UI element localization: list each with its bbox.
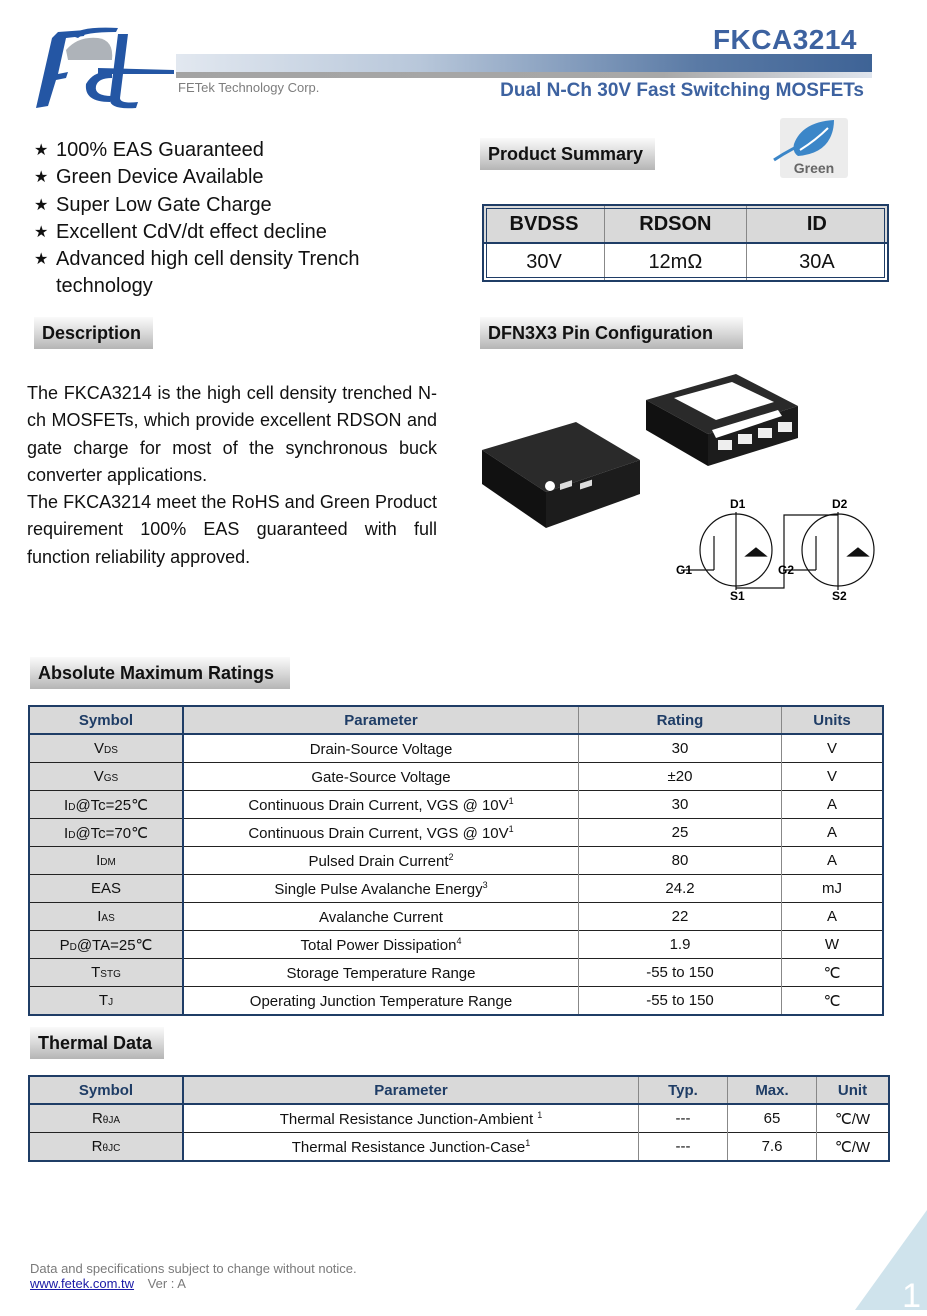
table-header-row bbox=[29, 706, 883, 734]
package-top-view-icon bbox=[482, 422, 640, 528]
table-row bbox=[29, 875, 883, 903]
value-cell: 30A bbox=[799, 250, 835, 273]
part-number: FKCA3214 bbox=[712, 24, 857, 55]
package-diagram bbox=[480, 360, 910, 610]
green-badge bbox=[780, 118, 848, 178]
symbol-cell: ID@Tc=25℃ bbox=[29, 791, 183, 819]
rating-cell: 22 bbox=[579, 903, 782, 931]
value-cell: 12mΩ bbox=[605, 243, 747, 281]
table-row bbox=[29, 819, 883, 847]
feature-item: ★ Green Device Available bbox=[34, 164, 360, 191]
max-cell: 7.6 bbox=[728, 1133, 817, 1162]
parameter-cell: Avalanche Current bbox=[183, 903, 579, 931]
symbol-cell: VDS bbox=[29, 734, 183, 763]
page-number: 1 bbox=[902, 1277, 921, 1315]
unit-cell: W bbox=[782, 931, 884, 959]
unit-cell: A bbox=[782, 819, 884, 847]
pin-label-d2: D2 bbox=[832, 497, 848, 511]
fet-logo-icon bbox=[28, 24, 176, 110]
pin-config-heading: DFN3X3 Pin Configuration bbox=[480, 317, 743, 349]
unit-cell: mJ bbox=[782, 875, 884, 903]
unit-cell: V bbox=[782, 763, 884, 791]
header-cell: BVDSS bbox=[483, 205, 605, 243]
table-row bbox=[29, 931, 883, 959]
rating-cell: 30 bbox=[579, 791, 782, 819]
header-cell: Typ. bbox=[639, 1076, 728, 1104]
table-row bbox=[29, 987, 883, 1016]
typ-cell: --- bbox=[639, 1133, 728, 1162]
table-row bbox=[483, 243, 888, 281]
leaf-icon bbox=[772, 118, 842, 162]
pin-label-d1: D1 bbox=[730, 497, 746, 511]
unit-cell: A bbox=[782, 847, 884, 875]
header-cell: Symbol bbox=[29, 706, 183, 734]
rating-cell: -55 to 150 bbox=[579, 959, 782, 987]
pin-label-s1: S1 bbox=[730, 589, 745, 603]
parameter-cell: Drain-Source Voltage bbox=[183, 734, 579, 763]
description-text bbox=[27, 380, 437, 571]
description-paragraph: The FKCA3214 meet the RoHS and Green Product requirement 100% EAS guaranteed with full function reliability approved. bbox=[27, 492, 437, 567]
star-icon: ★ bbox=[34, 196, 49, 214]
parameter-cell: Single Pulse Avalanche Energy$^3$ bbox=[183, 875, 579, 903]
parameter-cell: Total Power Dissipation$^4$ bbox=[183, 931, 579, 959]
symbol-cell: IAS bbox=[29, 903, 183, 931]
header-cell: Unit bbox=[817, 1076, 890, 1104]
rating-cell: 1.9 bbox=[579, 931, 782, 959]
unit-cell: ℃/W bbox=[817, 1104, 890, 1133]
green-label: Green bbox=[793, 160, 835, 176]
typ-cell: --- bbox=[639, 1104, 728, 1133]
thermal-heading: Thermal Data bbox=[30, 1027, 164, 1059]
header-cell: Rating bbox=[579, 706, 782, 734]
feature-item: ★ 100% EAS Guaranteed bbox=[34, 137, 360, 164]
table-row bbox=[29, 1104, 889, 1133]
parameter-cell: Operating Junction Temperature Range bbox=[183, 987, 579, 1016]
website-link[interactable]: www.fetek.com.tw bbox=[30, 1276, 135, 1291]
product-subtitle: Dual N-Ch 30V Fast Switching MOSFETs bbox=[500, 80, 864, 101]
header-cell: Max. bbox=[728, 1076, 817, 1104]
header-cell: Units bbox=[782, 706, 884, 734]
symbol-cell: RθJA bbox=[29, 1104, 183, 1133]
abs-max-table bbox=[28, 705, 884, 1016]
dual-mosfet-schematic-icon bbox=[684, 512, 874, 590]
header-cell: RDSON bbox=[605, 205, 747, 243]
table-row bbox=[29, 903, 883, 931]
symbol-cell: ID@Tc=70℃ bbox=[29, 819, 183, 847]
table-header-row bbox=[29, 1076, 889, 1104]
pin-label-s2: S2 bbox=[832, 589, 847, 603]
feature-item: ★ Excellent CdV/dt effect decline bbox=[34, 219, 360, 246]
header-bar-shadow bbox=[176, 72, 872, 78]
table-header-row bbox=[483, 205, 888, 243]
star-icon: ★ bbox=[34, 251, 49, 269]
abs-max-heading: Absolute Maximum Ratings bbox=[30, 657, 290, 689]
symbol-cell: EAS bbox=[29, 875, 183, 903]
rating-cell: 30 bbox=[579, 734, 782, 763]
parameter-cell: Thermal Resistance Junction-Case$^1$ bbox=[183, 1133, 639, 1162]
symbol-cell: TSTG bbox=[29, 959, 183, 987]
feature-item: ★ Advanced high cell density Trench bbox=[34, 246, 360, 273]
parameter-cell: Thermal Resistance Junction-Ambient $^1$ bbox=[183, 1104, 639, 1133]
table-row bbox=[29, 763, 883, 791]
symbol-cell: VGS bbox=[29, 763, 183, 791]
header-cell: Parameter bbox=[183, 706, 579, 734]
feature-item-continuation: technology bbox=[56, 275, 153, 298]
symbol-cell: PD@TA=25℃ bbox=[29, 931, 183, 959]
parameter-cell: Pulsed Drain Current$^2$ bbox=[183, 847, 579, 875]
product-summary-heading: Product Summary bbox=[480, 138, 655, 170]
star-icon: ★ bbox=[34, 169, 49, 187]
max-cell: 65 bbox=[728, 1104, 817, 1133]
rating-cell: 80 bbox=[579, 847, 782, 875]
rating-cell: 25 bbox=[579, 819, 782, 847]
table-row bbox=[29, 959, 883, 987]
footer-note: Data and specifications subject to change without notice. bbox=[30, 1261, 357, 1276]
table-row bbox=[29, 847, 883, 875]
table-row bbox=[29, 791, 883, 819]
unit-cell: V bbox=[782, 734, 884, 763]
symbol-cell: RθJC bbox=[29, 1133, 183, 1162]
thermal-table bbox=[28, 1075, 890, 1162]
rating-cell: -55 to 150 bbox=[579, 987, 782, 1016]
pin-label-g1: G1 bbox=[676, 563, 693, 577]
unit-cell: A bbox=[782, 791, 884, 819]
unit-cell: A bbox=[782, 903, 884, 931]
footer-line bbox=[30, 1276, 186, 1291]
package-bottom-view-icon bbox=[646, 374, 798, 466]
unit-cell: ℃ bbox=[782, 987, 884, 1016]
parameter-cell: Continuous Drain Current, VGS @ $10V^1$ bbox=[183, 791, 579, 819]
pin-label-g2: G2 bbox=[778, 563, 795, 577]
header-cell: ID bbox=[746, 205, 888, 243]
parameter-cell: Storage Temperature Range bbox=[183, 959, 579, 987]
parameter-cell: Continuous Drain Current, VGS @ $10V^1$ bbox=[183, 819, 579, 847]
company-name: FETek Technology Corp. bbox=[178, 80, 320, 95]
description-heading: Description bbox=[34, 317, 153, 349]
symbol-cell: IDM bbox=[29, 847, 183, 875]
page-corner bbox=[827, 1210, 927, 1315]
feature-list bbox=[34, 137, 360, 301]
symbol-cell: TJ bbox=[29, 987, 183, 1016]
star-icon: ★ bbox=[34, 142, 49, 159]
star-icon: ★ bbox=[34, 223, 49, 241]
header-cell: Symbol bbox=[29, 1076, 183, 1104]
table-row bbox=[29, 734, 883, 763]
unit-cell: ℃/W bbox=[817, 1133, 890, 1162]
header-cell: Parameter bbox=[183, 1076, 639, 1104]
rating-cell: 24.2 bbox=[579, 875, 782, 903]
value-cell: 30V bbox=[483, 243, 605, 281]
product-summary-table bbox=[482, 204, 889, 282]
unit-cell: ℃ bbox=[782, 959, 884, 987]
table-row bbox=[29, 1133, 889, 1162]
description-paragraph: The FKCA3214 is the high cell density trenched N-ch MOSFETs, which provide excellent RDSON and gate charge for most of the synchronous buck converter applications. bbox=[27, 383, 437, 485]
feature-item: ★ Super Low Gate Charge bbox=[34, 192, 360, 219]
header-bar bbox=[176, 54, 872, 72]
rating-cell: ±20 bbox=[579, 763, 782, 791]
version-label: Ver : A bbox=[147, 1276, 186, 1291]
parameter-cell: Gate-Source Voltage bbox=[183, 763, 579, 791]
